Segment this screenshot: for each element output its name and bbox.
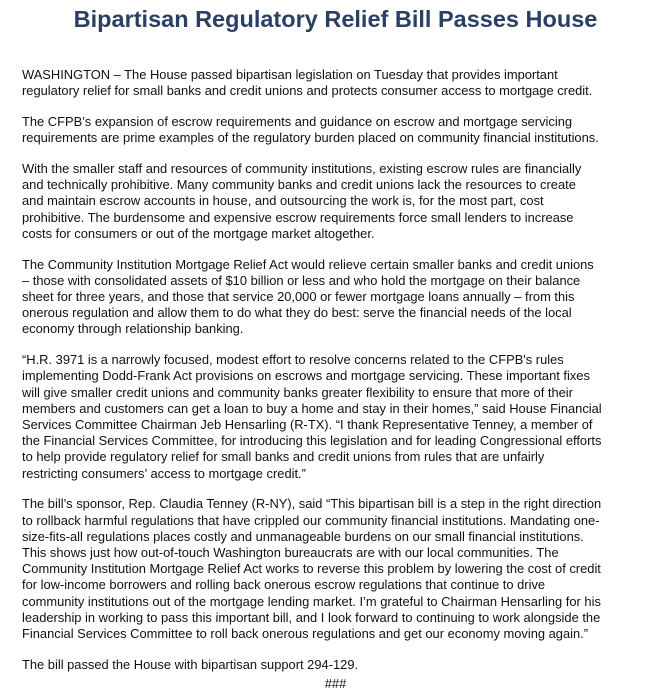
paragraph-escrow-burden: With the smaller staff and resources of community institutions, existing escrow rules are financially and technically prohibitive. Many community banks and credit unions lack the resources to create and maintain escrow accounts in house, and outsourcing the work is, for the most part, cost prohibitive. The burdensome and expensive escrow requirements force small lenders to increase costs for consumers or out of the mortgage market altogether.	[22, 161, 582, 241]
paragraph-intro: WASHINGTON – The House passed bipartisan legislation on Tuesday that provides important regulatory relief for small banks and credit unions and protects consumer access to mortgage credit.	[22, 67, 593, 99]
paragraph-vote-result: The bill passed the House with bipartisan support 294-129.	[22, 656, 359, 672]
end-mark: ###	[324, 676, 347, 691]
page-title: Bipartisan Regulatory Relief Bill Passes House	[73, 6, 598, 32]
paragraph-relief-act: The Community Institution Mortgage Relief Act would relieve certain smaller banks and credit unions – those with consolidated assets of $10 billion or less and who hold the mortgage on their balance sheet for three years, and those that service 20,000 or fewer mortgage loans annually – from this onerous regulation and allow them to do what they do best: serve the financial needs of the local economy through relationship banking.	[22, 256, 594, 337]
paragraph-hensarling-quote: “H.R. 3971 is a narrowly focused, modest effort to resolve concerns related to the CFPB's rules implementing Dodd-Frank Act provisions on escrows and mortgage servicing. These important fixes will give smaller credit unions and community banks greater flexibility to ensure that more of their members and customers can get a loan to buy a home and stay in their homes,” said House Financial Services Committee Chairman Jeb Hensarling (R-TX). “I thank Representative Tenney, a member of the Financial Services Committee, for introducing this legislation and for leading Congressional efforts to help provide regulatory relief for small banks and credit unions from rules that are unfairly restricting consumers’ access to mortgage credit.”	[22, 352, 602, 481]
paragraph-cfpb-escrow: The CFPB’s expansion of escrow requirements and guidance on escrow and mortgage servicing requirements are prime examples of the regulatory burden placed on community financial institutions.	[22, 114, 599, 146]
paragraph-tenney-quote: The bill’s sponsor, Rep. Claudia Tenney (R-NY), said “This bipartisan bill is a step in the right direction to rollback harmful regulations that have crippled our community financial institutions. Mandating one- size-fits-all regulations places costly and unmanageable burdens on our small financial institutions. This shows just how out-of-touch Washington bureaucrats are with our local communities. The Community Institution Mortgage Relief Act works to reverse this problem by lowering the cost of credit for low-income borrowers and rolling back onerous escrow regulations that continue to drive community institutions out of the mortgage lending market. I’m grateful to Chairman Hensarling for his leadership in working to pass this important bill, and I look forward to continuing to work alongside the Financial Services Committee to roll back onerous regulations and get our economy moving again.”	[22, 496, 602, 642]
article-body	[22, 67, 654, 688]
